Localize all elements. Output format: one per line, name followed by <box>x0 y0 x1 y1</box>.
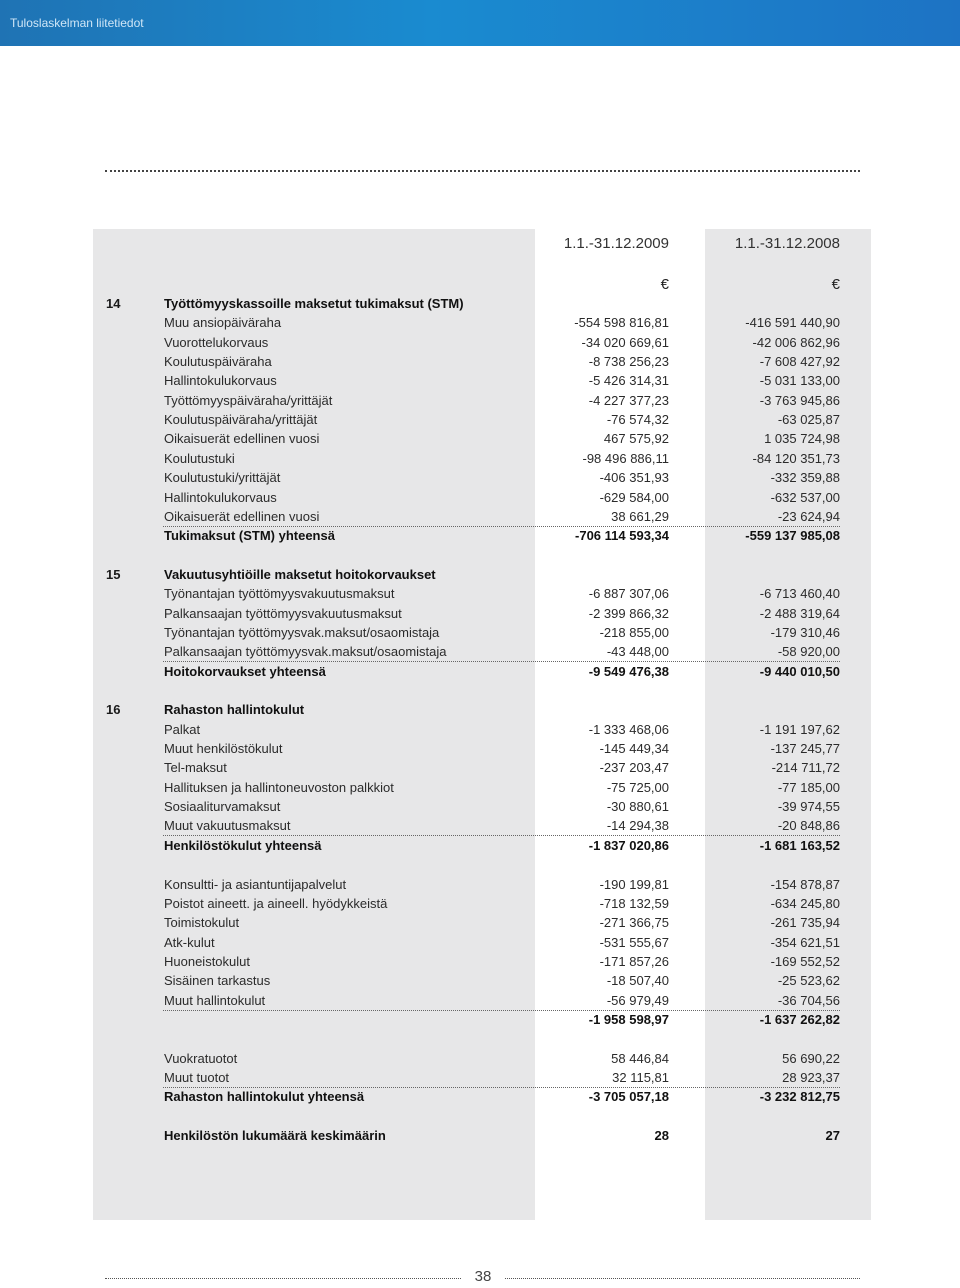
header-title: Tuloslaskelman liitetiedot <box>10 16 144 30</box>
table-row <box>0 952 960 971</box>
table-row <box>0 1049 960 1068</box>
row-label: Vakuutusyhtiöille maksetut hoitokorvaukset <box>164 567 436 582</box>
row-label: Hallituksen ja hallintoneuvoston palkkiot <box>164 780 394 795</box>
row-label: Koulutustuki/yrittäjät <box>164 470 281 485</box>
value-2008: 27 <box>825 1128 840 1143</box>
row-label: Rahaston hallintokulut yhteensä <box>164 1089 365 1104</box>
total-row <box>0 526 960 545</box>
value-2009: -1 333 468,06 <box>588 722 669 737</box>
table-row <box>0 410 960 429</box>
value-2009: -218 855,00 <box>599 625 669 640</box>
value-2008: -1 681 163,52 <box>759 838 840 853</box>
value-2008: -416 591 440,90 <box>745 315 840 330</box>
row-label: Atk-kulut <box>164 935 215 950</box>
value-2009: -171 857,26 <box>599 954 669 969</box>
value-2009: 32 115,81 <box>612 1070 669 1085</box>
note-number: 15 <box>106 567 121 582</box>
value-2008: -261 735,94 <box>770 915 840 930</box>
row-label: Vuokratuotot <box>164 1051 238 1066</box>
table-row <box>0 352 960 371</box>
value-2008: -3 763 945,86 <box>759 393 840 408</box>
footer-divider-right <box>505 1278 860 1279</box>
value-2008: -23 624,94 <box>777 509 840 524</box>
table-row <box>0 991 960 1010</box>
value-2008: -559 137 985,08 <box>745 528 840 543</box>
table-row <box>0 391 960 410</box>
dotted-divider <box>105 170 860 172</box>
row-label: Palkansaajan työttömyysvakuutusmaksut <box>164 606 402 621</box>
row-label: Huoneistokulut <box>164 954 250 969</box>
value-2008: -20 848,86 <box>777 818 840 833</box>
table-row <box>0 584 960 603</box>
note-number: 16 <box>106 702 121 717</box>
table-row <box>0 468 960 487</box>
value-2009: -8 738 256,23 <box>588 354 669 369</box>
total-row <box>0 1126 960 1145</box>
row-label: Palkat <box>164 722 201 737</box>
row-label: Työttömyyspäiväraha/yrittäjät <box>164 393 333 408</box>
value-2009: 58 446,84 <box>611 1051 669 1066</box>
value-2009: -271 366,75 <box>599 915 669 930</box>
value-2008: 1 035 724,98 <box>764 431 840 446</box>
row-label: Oikaisuerät edellinen vuosi <box>164 431 320 446</box>
row-label: Muu ansiopäiväraha <box>164 315 282 330</box>
table-row <box>0 739 960 758</box>
column-header-2009: 1.1.-31.12.2009 <box>563 235 669 252</box>
table-row <box>0 1068 960 1087</box>
value-2008: -84 120 351,73 <box>752 451 840 466</box>
row-label: Koulutuspäiväraha <box>164 354 272 369</box>
row-label: Konsultti- ja asiantuntijapalvelut <box>164 877 347 892</box>
value-2009: -18 507,40 <box>606 973 669 988</box>
value-2008: -354 621,51 <box>770 935 840 950</box>
row-label: Palkansaajan työttömyysvak.maksut/osaomistaja <box>164 644 447 659</box>
value-2009: -2 399 866,32 <box>588 606 669 621</box>
value-2008: -137 245,77 <box>770 741 840 756</box>
value-2008: -42 006 862,96 <box>752 335 840 350</box>
value-2008: -39 974,55 <box>777 799 840 814</box>
table-row <box>0 797 960 816</box>
header-bar <box>0 0 960 46</box>
value-2008: -634 245,80 <box>770 896 840 911</box>
row-label: Poistot aineett. ja aineell. hyödykkeistä <box>164 896 388 911</box>
value-2009: -718 132,59 <box>599 896 669 911</box>
row-label: Henkilöstökulut yhteensä <box>164 838 322 853</box>
table-row <box>0 778 960 797</box>
section-heading-row <box>0 565 960 584</box>
table-row <box>0 720 960 739</box>
value-2008: -2 488 319,64 <box>759 606 840 621</box>
row-label: Hallintokulukorvaus <box>164 490 277 505</box>
table-row <box>0 449 960 468</box>
value-2009: -30 880,61 <box>606 799 669 814</box>
table-row <box>0 642 960 661</box>
value-2009: -14 294,38 <box>606 818 669 833</box>
row-label: Työttömyyskassoille maksetut tukimaksut (STM) <box>164 296 464 311</box>
value-2008: -632 537,00 <box>770 490 840 505</box>
value-2008: -58 920,00 <box>777 644 840 659</box>
value-2009: -554 598 816,81 <box>574 315 669 330</box>
value-2008: 28 923,37 <box>782 1070 840 1085</box>
table-row <box>0 875 960 894</box>
value-2009: 38 661,29 <box>611 509 669 524</box>
row-label: Hallintokulukorvaus <box>164 373 277 388</box>
row-label: Sosiaaliturvamaksut <box>164 799 281 814</box>
table-row <box>0 894 960 913</box>
value-2008: -154 878,87 <box>770 877 840 892</box>
value-2009: -1 958 598,97 <box>588 1012 669 1027</box>
note-number: 14 <box>106 296 121 311</box>
value-2009: -34 020 669,61 <box>581 335 669 350</box>
value-2008: -1 191 197,62 <box>759 722 840 737</box>
table-row <box>0 333 960 352</box>
total-row <box>0 662 960 681</box>
row-label: Muut henkilöstökulut <box>164 741 283 756</box>
total-row <box>0 1010 960 1029</box>
value-2009: -706 114 593,34 <box>575 528 669 543</box>
table-row <box>0 816 960 835</box>
value-2009: -56 979,49 <box>606 993 669 1008</box>
value-2008: -214 711,72 <box>771 760 840 775</box>
value-2009: -145 449,34 <box>599 741 669 756</box>
section-heading-row <box>0 700 960 719</box>
value-2009: -6 887 307,06 <box>588 586 669 601</box>
row-label: Muut tuotot <box>164 1070 230 1085</box>
value-2008: -36 704,56 <box>777 993 840 1008</box>
row-label: Työnantajan työttömyysvak.maksut/osaomistaja <box>164 625 440 640</box>
section-heading-row <box>0 294 960 313</box>
value-2008: -332 359,88 <box>770 470 840 485</box>
total-row <box>0 1087 960 1106</box>
row-label: Sisäinen tarkastus <box>164 973 271 988</box>
total-row <box>0 836 960 855</box>
column-header-2008: 1.1.-31.12.2008 <box>734 235 840 252</box>
value-2009: -76 574,32 <box>606 412 669 427</box>
value-2008: -7 608 427,92 <box>759 354 840 369</box>
value-2009: -4 227 377,23 <box>588 393 669 408</box>
row-label: Koulutustuki <box>164 451 235 466</box>
page-number: 38 <box>474 1268 492 1285</box>
table-row <box>0 623 960 642</box>
value-2009: -629 584,00 <box>599 490 669 505</box>
currency-label-2008: € <box>831 276 840 293</box>
table-row <box>0 758 960 777</box>
table-row <box>0 488 960 507</box>
value-2009: -43 448,00 <box>606 644 669 659</box>
row-label: Tukimaksut (STM) yhteensä <box>164 528 335 543</box>
row-label: Oikaisuerät edellinen vuosi <box>164 509 320 524</box>
value-2009: -9 549 476,38 <box>588 664 669 679</box>
value-2008: -169 552,52 <box>770 954 840 969</box>
row-label: Henkilöstön lukumäärä keskimäärin <box>164 1128 386 1143</box>
value-2009: -406 351,93 <box>599 470 669 485</box>
table-row <box>0 971 960 990</box>
value-2009: -5 426 314,31 <box>588 373 669 388</box>
value-2008: -5 031 133,00 <box>759 373 840 388</box>
value-2009: -531 555,67 <box>599 935 669 950</box>
value-2009: -1 837 020,86 <box>588 838 669 853</box>
value-2008: -25 523,62 <box>777 973 840 988</box>
value-2008: -77 185,00 <box>777 780 840 795</box>
row-label: Toimistokulut <box>164 915 240 930</box>
value-2008: -6 713 460,40 <box>759 586 840 601</box>
table-row <box>0 604 960 623</box>
row-label: Työnantajan työttömyysvakuutusmaksut <box>164 586 395 601</box>
value-2008: -1 637 262,82 <box>759 1012 840 1027</box>
value-2009: -237 203,47 <box>599 760 669 775</box>
row-label: Muut vakuutusmaksut <box>164 818 291 833</box>
value-2008: -3 232 812,75 <box>759 1089 840 1104</box>
currency-label-2009: € <box>660 276 669 293</box>
value-2008: -63 025,87 <box>777 412 840 427</box>
value-2009: -75 725,00 <box>606 780 669 795</box>
row-label: Rahaston hallintokulut <box>164 702 305 717</box>
value-2009: -3 705 057,18 <box>588 1089 669 1104</box>
value-2009: -98 496 886,11 <box>582 451 669 466</box>
footer-divider-left <box>105 1278 461 1279</box>
table-row <box>0 429 960 448</box>
value-2009: -190 199,81 <box>599 877 669 892</box>
table-row <box>0 507 960 526</box>
row-label: Muut hallintokulut <box>164 993 266 1008</box>
table-row <box>0 313 960 332</box>
table-row <box>0 933 960 952</box>
table-row <box>0 371 960 390</box>
value-2008: -179 310,46 <box>770 625 840 640</box>
row-label: Koulutuspäiväraha/yrittäjät <box>164 412 318 427</box>
value-2009: 467 575,92 <box>603 431 669 446</box>
table-row <box>0 913 960 932</box>
value-2009: 28 <box>654 1128 669 1143</box>
row-label: Tel-maksut <box>164 760 227 775</box>
value-2008: 56 690,22 <box>782 1051 840 1066</box>
row-label: Vuorottelukorvaus <box>164 335 269 350</box>
row-label: Hoitokorvaukset yhteensä <box>164 664 326 679</box>
value-2008: -9 440 010,50 <box>759 664 840 679</box>
